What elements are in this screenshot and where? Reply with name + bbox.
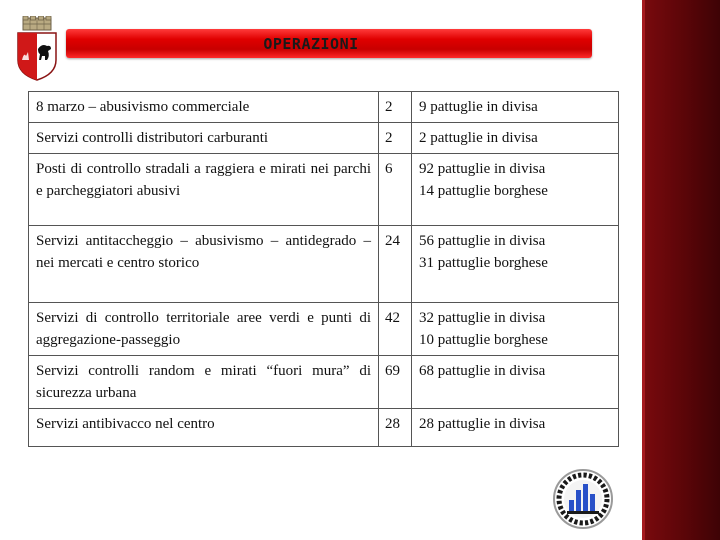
operations-table [28, 91, 619, 447]
patrol-line: 9 pattuglie in divisa [419, 99, 538, 115]
table-row [29, 303, 619, 356]
patrol-cell [412, 123, 619, 154]
patrol-line: 92 pattuglie in divisa [419, 161, 546, 177]
side-band [642, 0, 720, 540]
operation-description: Servizi di controllo territoriale aree verdi e punti di aggregazione-passeggio [29, 303, 379, 356]
table-row [29, 409, 619, 447]
operation-description: Servizi antitaccheggio – abusivismo – antidegrado – nei mercati e centro storico [29, 226, 379, 303]
patrol-cell [412, 92, 619, 123]
table-row [29, 92, 619, 123]
operation-count: 24 [379, 226, 412, 303]
side-band-edge [642, 0, 645, 540]
operation-count: 2 [379, 123, 412, 154]
patrol-cell [412, 226, 619, 303]
table-row [29, 226, 619, 303]
operation-count: 2 [379, 92, 412, 123]
operation-description: Servizi controlli random e mirati “fuori mura” di sicurezza urbana [29, 356, 379, 409]
patrol-line: 56 pattuglie in divisa [419, 233, 546, 249]
police-badge-icon [552, 468, 614, 530]
operation-count: 28 [379, 409, 412, 447]
operation-description: Servizi controlli distributori carburanti [29, 123, 379, 154]
patrol-cell [412, 409, 619, 447]
patrol-line: 32 pattuglie in divisa [419, 310, 546, 326]
operation-count: 69 [379, 356, 412, 409]
operation-count: 42 [379, 303, 412, 356]
patrol-cell [412, 356, 619, 409]
patrol-cell [412, 154, 619, 226]
table-row [29, 154, 619, 226]
patrol-line: 10 pattuglie borghese [419, 332, 548, 348]
operation-description: Servizi antibivacco nel centro [29, 409, 379, 447]
operation-count: 6 [379, 154, 412, 226]
city-crest-icon [14, 16, 60, 82]
table-row [29, 123, 619, 154]
title-bar [66, 29, 592, 58]
operation-description: Posti di controllo stradali a raggiera e mirati nei parchi e parcheggiatori abusivi [29, 154, 379, 226]
patrol-line: 2 pattuglie in divisa [419, 130, 538, 146]
patrol-line: 14 pattuglie borghese [419, 183, 548, 199]
patrol-line: 28 pattuglie in divisa [419, 416, 546, 432]
patrol-line: 31 pattuglie borghese [419, 255, 548, 271]
page-title: OPERAZIONI [263, 34, 359, 53]
patrol-cell [412, 303, 619, 356]
patrol-line: 68 pattuglie in divisa [419, 363, 546, 379]
table-row [29, 356, 619, 409]
operation-description: 8 marzo – abusivismo commerciale [29, 92, 379, 123]
